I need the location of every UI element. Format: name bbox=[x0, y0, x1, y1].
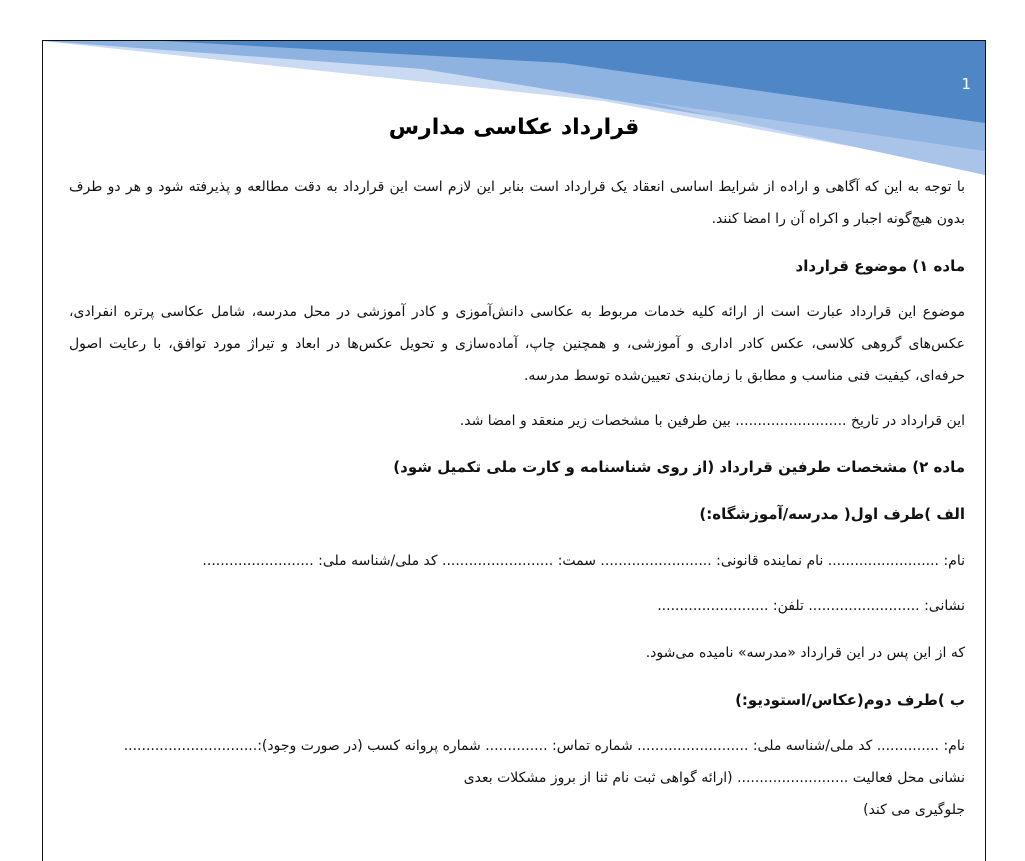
party-2-fields-line-1: نام: .............. کد ملی/شناسه ملی: ......................... شماره تماس: .............. شماره پروانه کسب (در صورت وجود):.............................. bbox=[123, 738, 965, 754]
contract-date-line: این قرارداد در تاریخ ......................... بین طرفین با مشخصات زیر منعقد و امضا شد. bbox=[459, 413, 965, 429]
party-2-fields-line-2: نشانی محل فعالیت ......................... (ارائه گواهی ثبت نام ثنا از بروز مشکلات بعدی bbox=[463, 770, 965, 786]
document-page bbox=[42, 40, 986, 861]
party-1-heading: الف )طرف اول( مدرسه/آموزشگاه:) bbox=[699, 505, 965, 523]
article-1-line-2: عکس‌های گروهی کلاسی، عکس کادر اداری و آموزشی، و همچنین چاپ، آماده‌سازی و تحویل عکس‌ها در ابعاد و تیراژ مورد توافق، با رعایت اصول bbox=[69, 336, 965, 352]
article-1-line-3: حرفه‌ای، کیفیت فنی مناسب و مطابق با زمان‌بندی تعیین‌شده توسط مدرسه. bbox=[523, 368, 965, 384]
party-1-designation: که از این پس در این قرارداد «مدرسه» نامیده می‌شود. bbox=[645, 645, 965, 661]
article-1-heading: ماده ۱) موضوع قرارداد bbox=[795, 257, 965, 275]
intro-line-1: با توجه به این که آگاهی و اراده از شرایط اساسی انعقاد یک قرارداد است بنابر این لازم است این قرارداد به دقت مطالعه و پذیرفته شود و هر دو طرف bbox=[69, 179, 965, 195]
page-title: قرارداد عکاسی مدارس bbox=[388, 115, 640, 140]
article-2-heading: ماده ۲) مشخصات طرفین قرارداد (از روی شناسنامه و کارت ملی تکمیل شود) bbox=[393, 458, 965, 476]
party-2-fields-line-3: جلوگیری می کند) bbox=[863, 802, 965, 818]
party-1-fields-line-2: نشانی: ......................... تلفن: ......................... bbox=[657, 598, 965, 614]
intro-line-2: بدون هیچ‌گونه اجبار و اکراه آن را امضا کنند. bbox=[711, 211, 965, 227]
article-1-line-1: موضوع این قرارداد عبارت است از ارائه کلیه خدمات مربوط به عکاسی دانش‌آموزی و کادر آموزشی در محل مدرسه، شامل عکاسی پرتره انفرادی، bbox=[69, 304, 965, 320]
page-number: 1 bbox=[961, 75, 971, 93]
party-2-heading: ب )طرف دوم(عکاس/استودیو:) bbox=[735, 691, 965, 709]
header-decoration bbox=[43, 41, 985, 181]
party-1-fields-line-1: نام: ......................... نام نماینده قانونی: ......................... سمت: ......................... کد ملی/شناسه ملی: ......................... bbox=[202, 553, 965, 569]
